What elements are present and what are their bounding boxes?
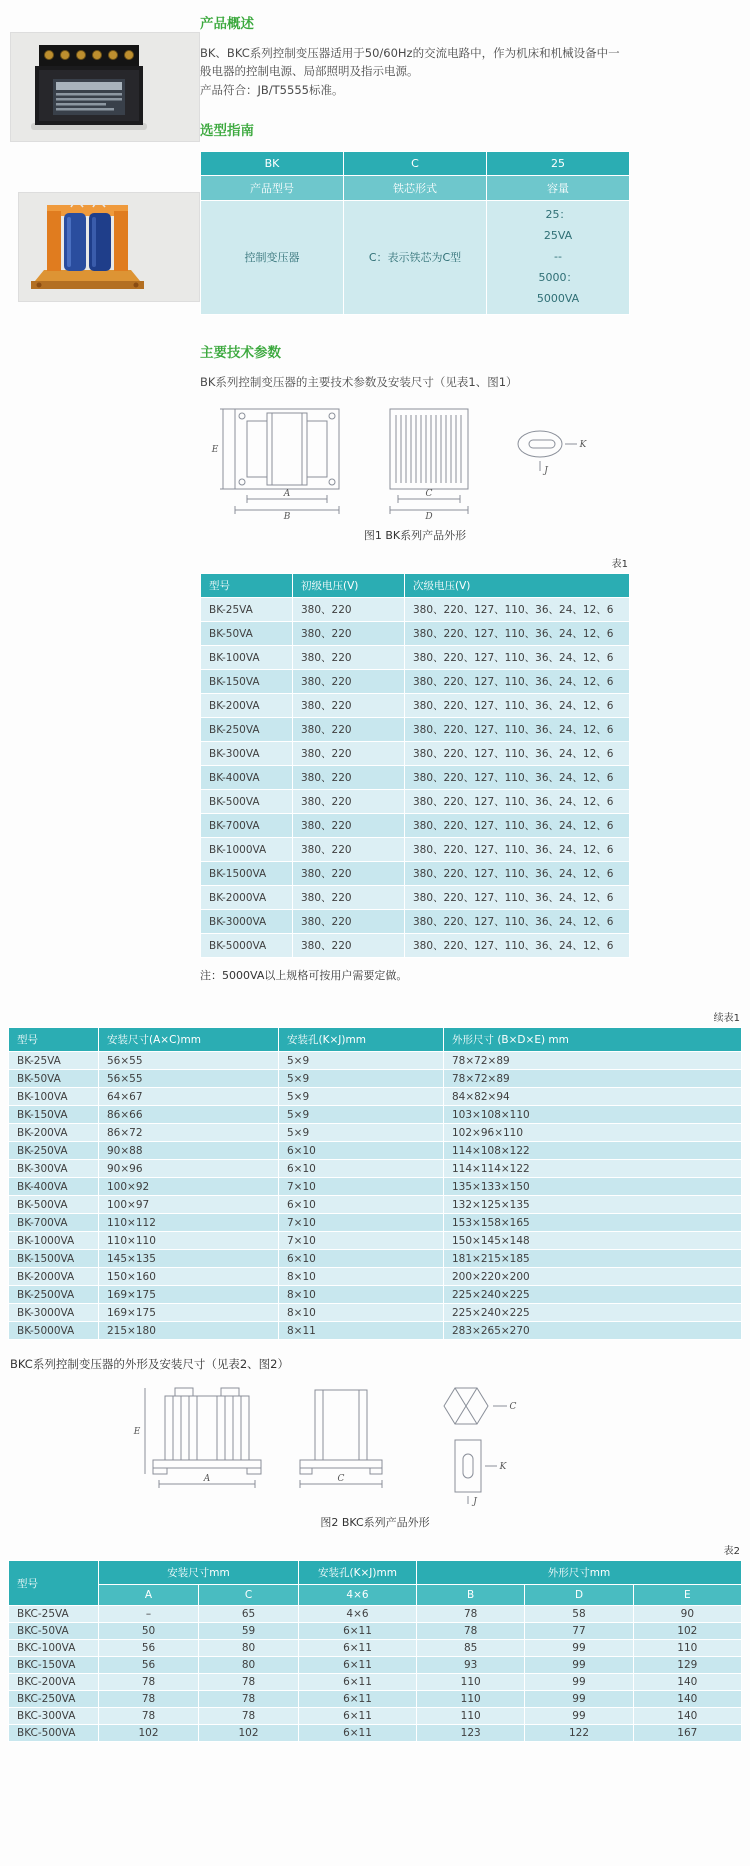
header-outline-size: 外形尺寸 (B×D×E) mm — [444, 1028, 742, 1052]
mounting-size-cell: 86×72 — [99, 1124, 279, 1142]
dim-label-c: C — [425, 489, 433, 500]
mounting-size-cell: 90×88 — [99, 1142, 279, 1160]
model-cell: BK-500VA — [9, 1196, 99, 1214]
custom-order-note: 注：5000VA以上规格可按用户需要定做。 — [200, 969, 408, 983]
outline-size-cell: 114×114×122 — [444, 1160, 742, 1178]
table-row — [9, 1268, 742, 1286]
full-width-section — [8, 1009, 742, 1742]
table-row — [9, 1214, 742, 1232]
model-cell: BKC-300VA — [9, 1708, 99, 1725]
primary-voltage-cell: 380、220 — [293, 766, 405, 790]
table-row — [201, 814, 630, 838]
primary-voltage-cell: 380、220 — [293, 598, 405, 622]
dim-label-a: A — [283, 489, 291, 500]
tech-title: 主要技术参数 — [200, 344, 281, 361]
continued-table-label: 续表1 — [713, 1013, 740, 1025]
selection-detail-core: C：表示铁芯为C型 — [344, 201, 487, 314]
model-cell: BK-50VA — [201, 622, 293, 646]
selection-code-series: BK — [201, 152, 344, 176]
bkc-header-row-1 — [9, 1561, 742, 1585]
overview-title: 产品概述 — [200, 16, 254, 32]
hole-cell: 4×6 — [299, 1606, 417, 1623]
table-row — [9, 1160, 742, 1178]
outline-size-cell: 135×133×150 — [444, 1178, 742, 1196]
outline-size-cell: 225×240×225 — [444, 1304, 742, 1322]
table-row — [9, 1674, 742, 1691]
dim-e-cell: 110 — [633, 1640, 741, 1657]
model-cell: BK-150VA — [201, 670, 293, 694]
dimensions-table-body — [9, 1052, 742, 1340]
model-cell: BK-400VA — [9, 1178, 99, 1196]
dim-b-cell: 123 — [417, 1725, 525, 1742]
mounting-size-cell: 64×67 — [99, 1088, 279, 1106]
subheader-e: E — [633, 1585, 741, 1606]
header-mounting-size: 安装尺寸(A×C)mm — [99, 1028, 279, 1052]
primary-voltage-cell: 380、220 — [293, 910, 405, 934]
mounting-size-cell: 100×97 — [99, 1196, 279, 1214]
table-row — [9, 1070, 742, 1088]
voltage-table-header-row — [201, 574, 630, 598]
subheader-a: A — [99, 1585, 199, 1606]
primary-voltage-cell: 380、220 — [293, 862, 405, 886]
mounting-hole-cell: 5×9 — [279, 1106, 444, 1124]
table-row — [201, 646, 630, 670]
mounting-size-cell: 100×92 — [99, 1178, 279, 1196]
selection-label-capacity: 容量 — [487, 176, 630, 201]
dim-c-cell: 65 — [199, 1606, 299, 1623]
dim-label-e: E — [133, 1427, 141, 1438]
table-row — [9, 1196, 742, 1214]
mounting-hole-cell: 8×10 — [279, 1304, 444, 1322]
primary-voltage-cell: 380、220 — [293, 886, 405, 910]
hole-cell: 6×11 — [299, 1623, 417, 1640]
secondary-voltage-cell: 380、220、127、110、36、24、12、6 — [405, 646, 630, 670]
dim-label-d: D — [425, 512, 433, 520]
selection-title: 选型指南 — [200, 123, 254, 140]
dim-a-cell: 78 — [99, 1708, 199, 1725]
model-cell: BK-400VA — [201, 766, 293, 790]
dim-d-cell: 58 — [525, 1606, 633, 1623]
dim-a-cell: 56 — [99, 1657, 199, 1674]
table-row — [9, 1657, 742, 1674]
voltage-table-body — [201, 598, 630, 958]
table-row — [9, 1124, 742, 1142]
subheader-b: B — [417, 1585, 525, 1606]
outline-size-cell: 103×108×110 — [444, 1106, 742, 1124]
selection-detail-row — [201, 201, 630, 314]
mounting-hole-cell: 8×10 — [279, 1286, 444, 1304]
table-row — [201, 598, 630, 622]
mounting-hole-cell: 5×9 — [279, 1052, 444, 1070]
table-row — [201, 742, 630, 766]
table-row — [201, 766, 630, 790]
primary-voltage-cell: 380、220 — [293, 646, 405, 670]
selection-label-core: 铁芯形式 — [344, 176, 487, 201]
table-row — [9, 1606, 742, 1623]
model-cell: BK-2000VA — [9, 1268, 99, 1286]
dim-a-cell: – — [99, 1606, 199, 1623]
mounting-size-cell: 169×175 — [99, 1304, 279, 1322]
model-cell: BK-250VA — [201, 718, 293, 742]
mounting-hole-cell: 5×9 — [279, 1070, 444, 1088]
dim-b-cell: 93 — [417, 1657, 525, 1674]
model-cell: BK-5000VA — [9, 1322, 99, 1340]
header-model: 型号 — [9, 1561, 99, 1606]
hole-cell: 6×11 — [299, 1725, 417, 1742]
dim-b-cell: 85 — [417, 1640, 525, 1657]
table-row — [9, 1142, 742, 1160]
dim-e-cell: 90 — [633, 1606, 741, 1623]
model-cell: BK-100VA — [9, 1088, 99, 1106]
model-cell: BK-300VA — [201, 742, 293, 766]
dim-e-cell: 167 — [633, 1725, 741, 1742]
model-cell: BK-25VA — [201, 598, 293, 622]
outline-size-cell: 102×96×110 — [444, 1124, 742, 1142]
model-cell: BK-1000VA — [201, 838, 293, 862]
mounting-size-cell: 56×55 — [99, 1052, 279, 1070]
selection-code-capacity: 25 — [487, 152, 630, 176]
bkc-table-body — [9, 1606, 742, 1742]
secondary-voltage-cell: 380、220、127、110、36、24、12、6 — [405, 718, 630, 742]
content-column — [200, 12, 630, 983]
table-row — [201, 934, 630, 958]
dim-d-cell: 99 — [525, 1640, 633, 1657]
hole-cell: 6×11 — [299, 1691, 417, 1708]
model-cell: BKC-25VA — [9, 1606, 99, 1623]
primary-voltage-cell: 380、220 — [293, 790, 405, 814]
outline-size-cell: 114×108×122 — [444, 1142, 742, 1160]
table-row — [201, 718, 630, 742]
mounting-size-cell: 169×175 — [99, 1286, 279, 1304]
dim-e-cell: 140 — [633, 1674, 741, 1691]
primary-voltage-cell: 380、220 — [293, 814, 405, 838]
table-row — [9, 1623, 742, 1640]
mounting-size-cell: 110×112 — [99, 1214, 279, 1232]
bkc-dimensions-table — [8, 1560, 742, 1742]
mounting-hole-cell: 6×10 — [279, 1142, 444, 1160]
model-cell: BK-50VA — [9, 1070, 99, 1088]
table-row — [201, 790, 630, 814]
figure-1-caption: 图1 BK系列产品外形 — [363, 529, 467, 543]
dim-a-cell: 56 — [99, 1640, 199, 1657]
voltage-table — [200, 573, 630, 958]
model-cell: BK-1500VA — [9, 1250, 99, 1268]
model-cell: BK-500VA — [201, 790, 293, 814]
model-cell: BK-2500VA — [9, 1286, 99, 1304]
dim-label-b: B — [283, 512, 291, 520]
primary-voltage-cell: 380、220 — [293, 694, 405, 718]
dim-label-j: J — [473, 1497, 477, 1507]
model-cell: BK-200VA — [9, 1124, 99, 1142]
selection-code-core: C — [344, 152, 487, 176]
table-row — [9, 1725, 742, 1742]
secondary-voltage-cell: 380、220、127、110、36、24、12、6 — [405, 622, 630, 646]
table-row — [9, 1286, 742, 1304]
dim-label-k: K — [499, 1462, 507, 1473]
selection-detail-capacity — [487, 201, 630, 314]
mounting-hole-cell: 6×10 — [279, 1160, 444, 1178]
subheader-hole-size: 4×6 — [299, 1585, 417, 1606]
secondary-voltage-cell: 380、220、127、110、36、24、12、6 — [405, 790, 630, 814]
header-mounting-size: 安装尺寸mm — [99, 1561, 299, 1585]
model-cell: BK-1000VA — [9, 1232, 99, 1250]
dim-b-cell: 110 — [417, 1708, 525, 1725]
primary-voltage-cell: 380、220 — [293, 622, 405, 646]
dim-a-cell: 50 — [99, 1623, 199, 1640]
outline-size-cell: 181×215×185 — [444, 1250, 742, 1268]
mounting-hole-cell: 7×10 — [279, 1178, 444, 1196]
figure-2-caption: 图2 BKC系列产品外形 — [320, 1516, 430, 1530]
bk-transformer-photo-illustration — [11, 33, 166, 137]
table-row — [9, 1250, 742, 1268]
dim-label-c: C — [337, 1474, 345, 1485]
mounting-size-cell: 90×96 — [99, 1160, 279, 1178]
dim-a-cell: 78 — [99, 1674, 199, 1691]
model-cell: BKC-200VA — [9, 1674, 99, 1691]
mounting-hole-cell: 6×10 — [279, 1196, 444, 1214]
product-photo-bk — [10, 32, 200, 142]
table-row — [9, 1708, 742, 1725]
dim-a-cell: 78 — [99, 1691, 199, 1708]
secondary-voltage-cell: 380、220、127、110、36、24、12、6 — [405, 670, 630, 694]
table-row — [9, 1232, 742, 1250]
table-row — [9, 1640, 742, 1657]
mounting-hole-cell: 5×9 — [279, 1088, 444, 1106]
mounting-size-cell: 56×55 — [99, 1070, 279, 1088]
secondary-voltage-cell: 380、220、127、110、36、24、12、6 — [405, 766, 630, 790]
primary-voltage-cell: 380、220 — [293, 742, 405, 766]
table1-label: 表1 — [611, 559, 628, 571]
top-section — [8, 12, 742, 983]
header-outline-size: 外形尺寸mm — [417, 1561, 742, 1585]
model-cell: BK-2000VA — [201, 886, 293, 910]
secondary-voltage-cell: 380、220、127、110、36、24、12、6 — [405, 598, 630, 622]
selection-code-row — [201, 152, 630, 176]
bkc-outline-drawing — [125, 1380, 625, 1506]
outline-size-cell: 225×240×225 — [444, 1286, 742, 1304]
capacity-line: 25VA — [543, 229, 573, 243]
dim-d-cell: 99 — [525, 1708, 633, 1725]
secondary-voltage-cell: 380、220、127、110、36、24、12、6 — [405, 910, 630, 934]
table-row — [9, 1322, 742, 1340]
table-row — [201, 838, 630, 862]
product-photo-bkc — [18, 192, 200, 302]
secondary-voltage-cell: 380、220、127、110、36、24、12、6 — [405, 694, 630, 718]
outline-size-cell: 150×145×148 — [444, 1232, 742, 1250]
mounting-hole-cell: 8×11 — [279, 1322, 444, 1340]
model-cell: BK-25VA — [9, 1052, 99, 1070]
dim-d-cell: 99 — [525, 1691, 633, 1708]
header-primary: 初级电压(V) — [293, 574, 405, 598]
capacity-line: -- — [554, 249, 562, 263]
table-row — [201, 862, 630, 886]
model-cell: BK-250VA — [9, 1142, 99, 1160]
dim-e-cell: 129 — [633, 1657, 741, 1674]
outline-size-cell: 84×82×94 — [444, 1088, 742, 1106]
mounting-size-cell: 86×66 — [99, 1106, 279, 1124]
dim-b-cell: 110 — [417, 1691, 525, 1708]
hole-cell: 6×11 — [299, 1708, 417, 1725]
dim-c-cell: 59 — [199, 1623, 299, 1640]
model-cell: BK-200VA — [201, 694, 293, 718]
dim-c-cell: 78 — [199, 1674, 299, 1691]
secondary-voltage-cell: 380、220、127、110、36、24、12、6 — [405, 862, 630, 886]
dim-e-cell: 140 — [633, 1691, 741, 1708]
overview-body: BK、BKC系列控制变压器适用于50/60Hz的交流电路中，作为机床和机械设备中一般电器的控制电源、局部照明及指示电源。 — [200, 46, 620, 79]
table2-label: 表2 — [723, 1546, 740, 1558]
dim-d-cell: 77 — [525, 1623, 633, 1640]
mounting-hole-cell: 6×10 — [279, 1250, 444, 1268]
model-cell: BK-100VA — [201, 646, 293, 670]
model-cell: BK-5000VA — [201, 934, 293, 958]
capacity-lines — [493, 205, 623, 309]
header-mounting-hole: 安装孔(K×J)mm — [279, 1028, 444, 1052]
model-cell: BK-1500VA — [201, 862, 293, 886]
secondary-voltage-cell: 380、220、127、110、36、24、12、6 — [405, 886, 630, 910]
model-cell: BK-3000VA — [9, 1304, 99, 1322]
hole-cell: 6×11 — [299, 1640, 417, 1657]
capacity-line: 5000： — [538, 270, 578, 284]
dim-c-cell: 80 — [199, 1657, 299, 1674]
mounting-size-cell: 150×160 — [99, 1268, 279, 1286]
selection-detail-model: 控制变压器 — [201, 201, 344, 314]
bkc-header-row-2 — [9, 1585, 742, 1606]
dim-a-cell: 102 — [99, 1725, 199, 1742]
photo-column — [8, 12, 200, 983]
header-model: 型号 — [201, 574, 293, 598]
primary-voltage-cell: 380、220 — [293, 670, 405, 694]
subheader-d: D — [525, 1585, 633, 1606]
mounting-hole-cell: 5×9 — [279, 1124, 444, 1142]
dimensions-table-header-row — [9, 1028, 742, 1052]
dim-c-cell: 102 — [199, 1725, 299, 1742]
secondary-voltage-cell: 380、220、127、110、36、24、12、6 — [405, 742, 630, 766]
dim-d-cell: 122 — [525, 1725, 633, 1742]
dim-label-e: E — [211, 445, 219, 456]
model-cell: BKC-50VA — [9, 1623, 99, 1640]
model-cell: BK-700VA — [201, 814, 293, 838]
dim-e-cell: 140 — [633, 1708, 741, 1725]
table-row — [201, 886, 630, 910]
table-row — [9, 1088, 742, 1106]
dim-b-cell: 78 — [417, 1606, 525, 1623]
dim-e-cell: 102 — [633, 1623, 741, 1640]
table-row — [9, 1178, 742, 1196]
outline-size-cell: 132×125×135 — [444, 1196, 742, 1214]
mounting-size-cell: 110×110 — [99, 1232, 279, 1250]
tech-intro: BK系列控制变压器的主要技术参数及安装尺寸（见表1、图1） — [200, 374, 518, 389]
outline-size-cell: 153×158×165 — [444, 1214, 742, 1232]
selection-label-model: 产品型号 — [201, 176, 344, 201]
table-row — [201, 694, 630, 718]
model-cell: BKC-100VA — [9, 1640, 99, 1657]
bkc-transformer-photo-illustration — [19, 193, 156, 297]
figure-2 — [8, 1380, 742, 1510]
figure-1 — [200, 399, 630, 523]
secondary-voltage-cell: 380、220、127、110、36、24、12、6 — [405, 814, 630, 838]
mounting-hole-cell: 8×10 — [279, 1268, 444, 1286]
bk-outline-drawing — [205, 399, 625, 519]
header-secondary: 次级电压(V) — [405, 574, 630, 598]
dim-d-cell: 99 — [525, 1674, 633, 1691]
primary-voltage-cell: 380、220 — [293, 718, 405, 742]
mounting-hole-cell: 7×10 — [279, 1214, 444, 1232]
dim-label-k: K — [579, 440, 587, 451]
selection-label-row — [201, 176, 630, 201]
model-cell: BKC-500VA — [9, 1725, 99, 1742]
table-row — [9, 1106, 742, 1124]
mounting-size-cell: 215×180 — [99, 1322, 279, 1340]
table-row — [201, 910, 630, 934]
outline-size-cell: 283×265×270 — [444, 1322, 742, 1340]
table-row — [9, 1304, 742, 1322]
primary-voltage-cell: 380、220 — [293, 838, 405, 862]
dim-label-c2: C — [509, 1402, 517, 1413]
capacity-line: 25： — [545, 208, 571, 222]
model-cell: BK-300VA — [9, 1160, 99, 1178]
mounting-hole-cell: 7×10 — [279, 1232, 444, 1250]
dim-b-cell: 78 — [417, 1623, 525, 1640]
model-cell: BK-700VA — [9, 1214, 99, 1232]
capacity-line: 5000VA — [536, 291, 580, 305]
dim-label-j: J — [544, 466, 548, 477]
model-cell: BK-3000VA — [201, 910, 293, 934]
table-row — [201, 622, 630, 646]
hole-cell: 6×11 — [299, 1674, 417, 1691]
header-model: 型号 — [9, 1028, 99, 1052]
dim-b-cell: 110 — [417, 1674, 525, 1691]
table-row — [9, 1691, 742, 1708]
hole-cell: 6×11 — [299, 1657, 417, 1674]
dim-c-cell: 78 — [199, 1708, 299, 1725]
primary-voltage-cell: 380、220 — [293, 934, 405, 958]
outline-size-cell: 78×72×89 — [444, 1070, 742, 1088]
dim-d-cell: 99 — [525, 1657, 633, 1674]
table-row — [201, 670, 630, 694]
model-cell: BK-150VA — [9, 1106, 99, 1124]
dim-label-a: A — [203, 1474, 211, 1485]
dim-c-cell: 80 — [199, 1640, 299, 1657]
outline-size-cell: 78×72×89 — [444, 1052, 742, 1070]
model-cell: BKC-250VA — [9, 1691, 99, 1708]
model-cell: BKC-150VA — [9, 1657, 99, 1674]
header-mounting-hole: 安装孔(K×J)mm — [299, 1561, 417, 1585]
selection-guide-table — [200, 151, 630, 314]
secondary-voltage-cell: 380、220、127、110、36、24、12、6 — [405, 838, 630, 862]
outline-size-cell: 200×220×200 — [444, 1268, 742, 1286]
overview-standard: 产品符合：JB/T5555标准。 — [200, 82, 344, 97]
dim-c-cell: 78 — [199, 1691, 299, 1708]
subheader-c: C — [199, 1585, 299, 1606]
bkc-intro: BKC系列控制变压器的外形及安装尺寸（见表2、图2） — [10, 1357, 289, 1372]
secondary-voltage-cell: 380、220、127、110、36、24、12、6 — [405, 934, 630, 958]
table-row — [9, 1052, 742, 1070]
dimensions-table — [8, 1027, 742, 1340]
mounting-size-cell: 145×135 — [99, 1250, 279, 1268]
